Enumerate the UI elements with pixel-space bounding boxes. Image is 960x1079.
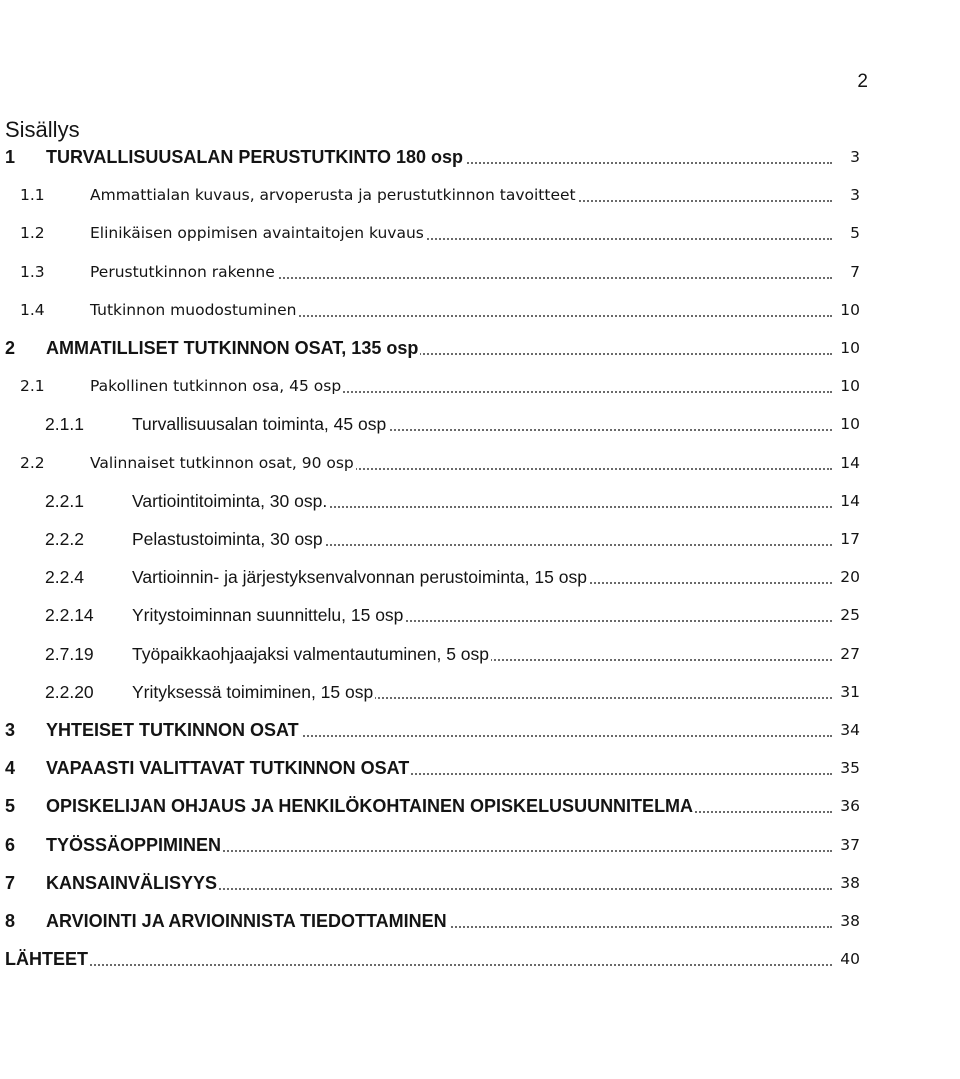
toc-entry-page: 5 — [850, 224, 860, 243]
toc-entry-page: 14 — [840, 491, 860, 510]
toc-entry-page: 17 — [840, 530, 860, 548]
toc-entry[interactable] — [0, 524, 960, 554]
toc-entry[interactable] — [0, 257, 960, 287]
toc-entry-title: VAPAASTI VALITTAVAT TUTKINNON OSAT — [46, 753, 411, 783]
toc-entry-page: 36 — [840, 797, 860, 816]
toc-entry-title: Perustutkinnon rakenne — [90, 257, 277, 287]
toc-entry-number: 5 — [5, 796, 16, 817]
toc-entry-number: 4 — [5, 758, 16, 779]
toc-entry-title: Elinikäisen oppimisen avaintaitojen kuvaus — [90, 218, 426, 248]
toc-entry-number: 6 — [5, 834, 16, 855]
toc-entry-title: Ammattialan kuvaus, arvoperusta ja perustutkinnon tavoitteet — [90, 180, 578, 210]
toc-entry[interactable] — [0, 371, 960, 401]
toc-entry[interactable] — [0, 448, 960, 478]
toc-entry-page: 3 — [850, 148, 860, 166]
toc-entry-number: 1.2 — [20, 224, 45, 243]
toc-entry-number: 1.4 — [20, 300, 45, 319]
toc-entry-page: 10 — [840, 339, 860, 357]
toc-entry[interactable] — [0, 868, 960, 898]
toc-entry-number: 2.2 — [20, 453, 45, 472]
toc-entry-title: AMMATILLISET TUTKINNON OSAT, 135 osp — [46, 333, 420, 363]
toc-entry-page: 35 — [840, 759, 860, 778]
toc-entry-title: OPISKELIJAN OHJAUS JA HENKILÖKOHTAINEN OPISKELUSUUNNITELMA — [46, 791, 695, 821]
toc-entry-page: 7 — [850, 262, 860, 281]
toc-entry-title: ARVIOINTI JA ARVIOINNISTA TIEDOTTAMINEN — [46, 906, 449, 936]
toc-entry[interactable] — [0, 486, 960, 516]
toc-entry[interactable] — [0, 333, 960, 363]
toc-entry[interactable] — [0, 753, 960, 783]
toc-entry[interactable] — [0, 409, 960, 439]
toc-entry-title: Pakollinen tutkinnon osa, 45 osp — [90, 371, 343, 401]
toc-entry-page: 31 — [840, 682, 860, 701]
toc-entry[interactable] — [0, 295, 960, 325]
toc-entry-page: 10 — [840, 415, 860, 434]
toc-entry[interactable] — [0, 791, 960, 821]
toc-entry-title: TYÖSSÄOPPIMINEN — [46, 830, 223, 860]
toc-entry-number: 2.1.1 — [45, 414, 84, 435]
toc-entry-number: 1.1 — [20, 186, 45, 205]
toc-entry-number: 2.1 — [20, 377, 45, 396]
toc-entry-page: 14 — [840, 453, 860, 472]
toc-entry-title: Vartiointitoiminta, 30 osp. — [132, 486, 329, 516]
toc-entry-title: Valinnaiset tutkinnon osat, 90 osp — [90, 448, 356, 478]
toc-entry-title: KANSAINVÄLISYYS — [46, 868, 219, 898]
toc-entry-page: 20 — [840, 568, 860, 587]
toc-entry-page: 38 — [840, 873, 860, 892]
toc-entry[interactable] — [0, 639, 960, 669]
toc-entry-title: TURVALLISUUSALAN PERUSTUTKINTO 180 osp — [46, 142, 465, 172]
toc-entry-number: 2 — [5, 338, 16, 358]
toc-entry-number: 7 — [5, 872, 16, 893]
toc-entry-page: 10 — [840, 300, 860, 319]
toc-entry-page: 10 — [840, 377, 860, 396]
toc-entry[interactable] — [0, 142, 960, 172]
page-number: 2 — [857, 71, 868, 92]
toc-entry[interactable] — [0, 944, 960, 974]
toc-entry[interactable] — [0, 562, 960, 592]
toc-entry-number: 1.3 — [20, 262, 45, 281]
toc-entry-title: Työpaikkaohjaajaksi valmentautuminen, 5 osp — [132, 639, 491, 669]
toc-entry-number: 2.2.20 — [45, 681, 94, 702]
toc-entry-number: 2.2.1 — [45, 490, 84, 511]
toc-entry[interactable] — [0, 715, 960, 745]
toc-entry-title: Yrityksessä toimiminen, 15 osp — [132, 677, 375, 707]
toc-entry[interactable] — [0, 906, 960, 936]
toc-entry-number: 2.7.19 — [45, 643, 94, 664]
toc-entry-page: 3 — [850, 186, 860, 205]
toc-entry[interactable] — [0, 830, 960, 860]
toc-entry-page: 40 — [840, 950, 860, 969]
toc-entry-title: YHTEISET TUTKINNON OSAT — [46, 715, 301, 745]
toc-entry-number: 2.2.14 — [45, 605, 94, 626]
toc-entry-title: Yritystoiminnan suunnittelu, 15 osp — [132, 600, 405, 630]
toc-entry-title: LÄHTEET — [5, 944, 90, 974]
toc-entry-number: 2.2.2 — [45, 529, 84, 549]
toc-entry-number: 2.2.4 — [45, 567, 84, 588]
toc-entry[interactable] — [0, 218, 960, 248]
toc-entry-page: 27 — [840, 644, 860, 663]
dot-leader — [15, 964, 832, 966]
toc-entry[interactable] — [0, 180, 960, 210]
toc-entry[interactable] — [0, 600, 960, 630]
toc-entry-number: 8 — [5, 911, 16, 931]
toc-entry[interactable] — [0, 677, 960, 707]
toc-entry-number: 1 — [5, 147, 16, 167]
toc-entry-title: Turvallisuusalan toiminta, 45 osp — [132, 409, 388, 439]
toc-entry-title: Pelastustoiminta, 30 osp — [132, 524, 325, 554]
toc-entry-title: Vartioinnin- ja järjestyksenvalvonnan perustoiminta, 15 osp — [132, 562, 589, 592]
toc-entry-page: 37 — [840, 835, 860, 854]
toc-entry-page: 34 — [840, 721, 860, 739]
toc-heading: Sisällys — [5, 117, 80, 142]
toc-entry-page: 38 — [840, 912, 860, 930]
toc-entry-title: Tutkinnon muodostuminen — [90, 295, 298, 325]
toc-entry-number: 3 — [5, 720, 16, 740]
toc-entry-page: 25 — [840, 606, 860, 625]
